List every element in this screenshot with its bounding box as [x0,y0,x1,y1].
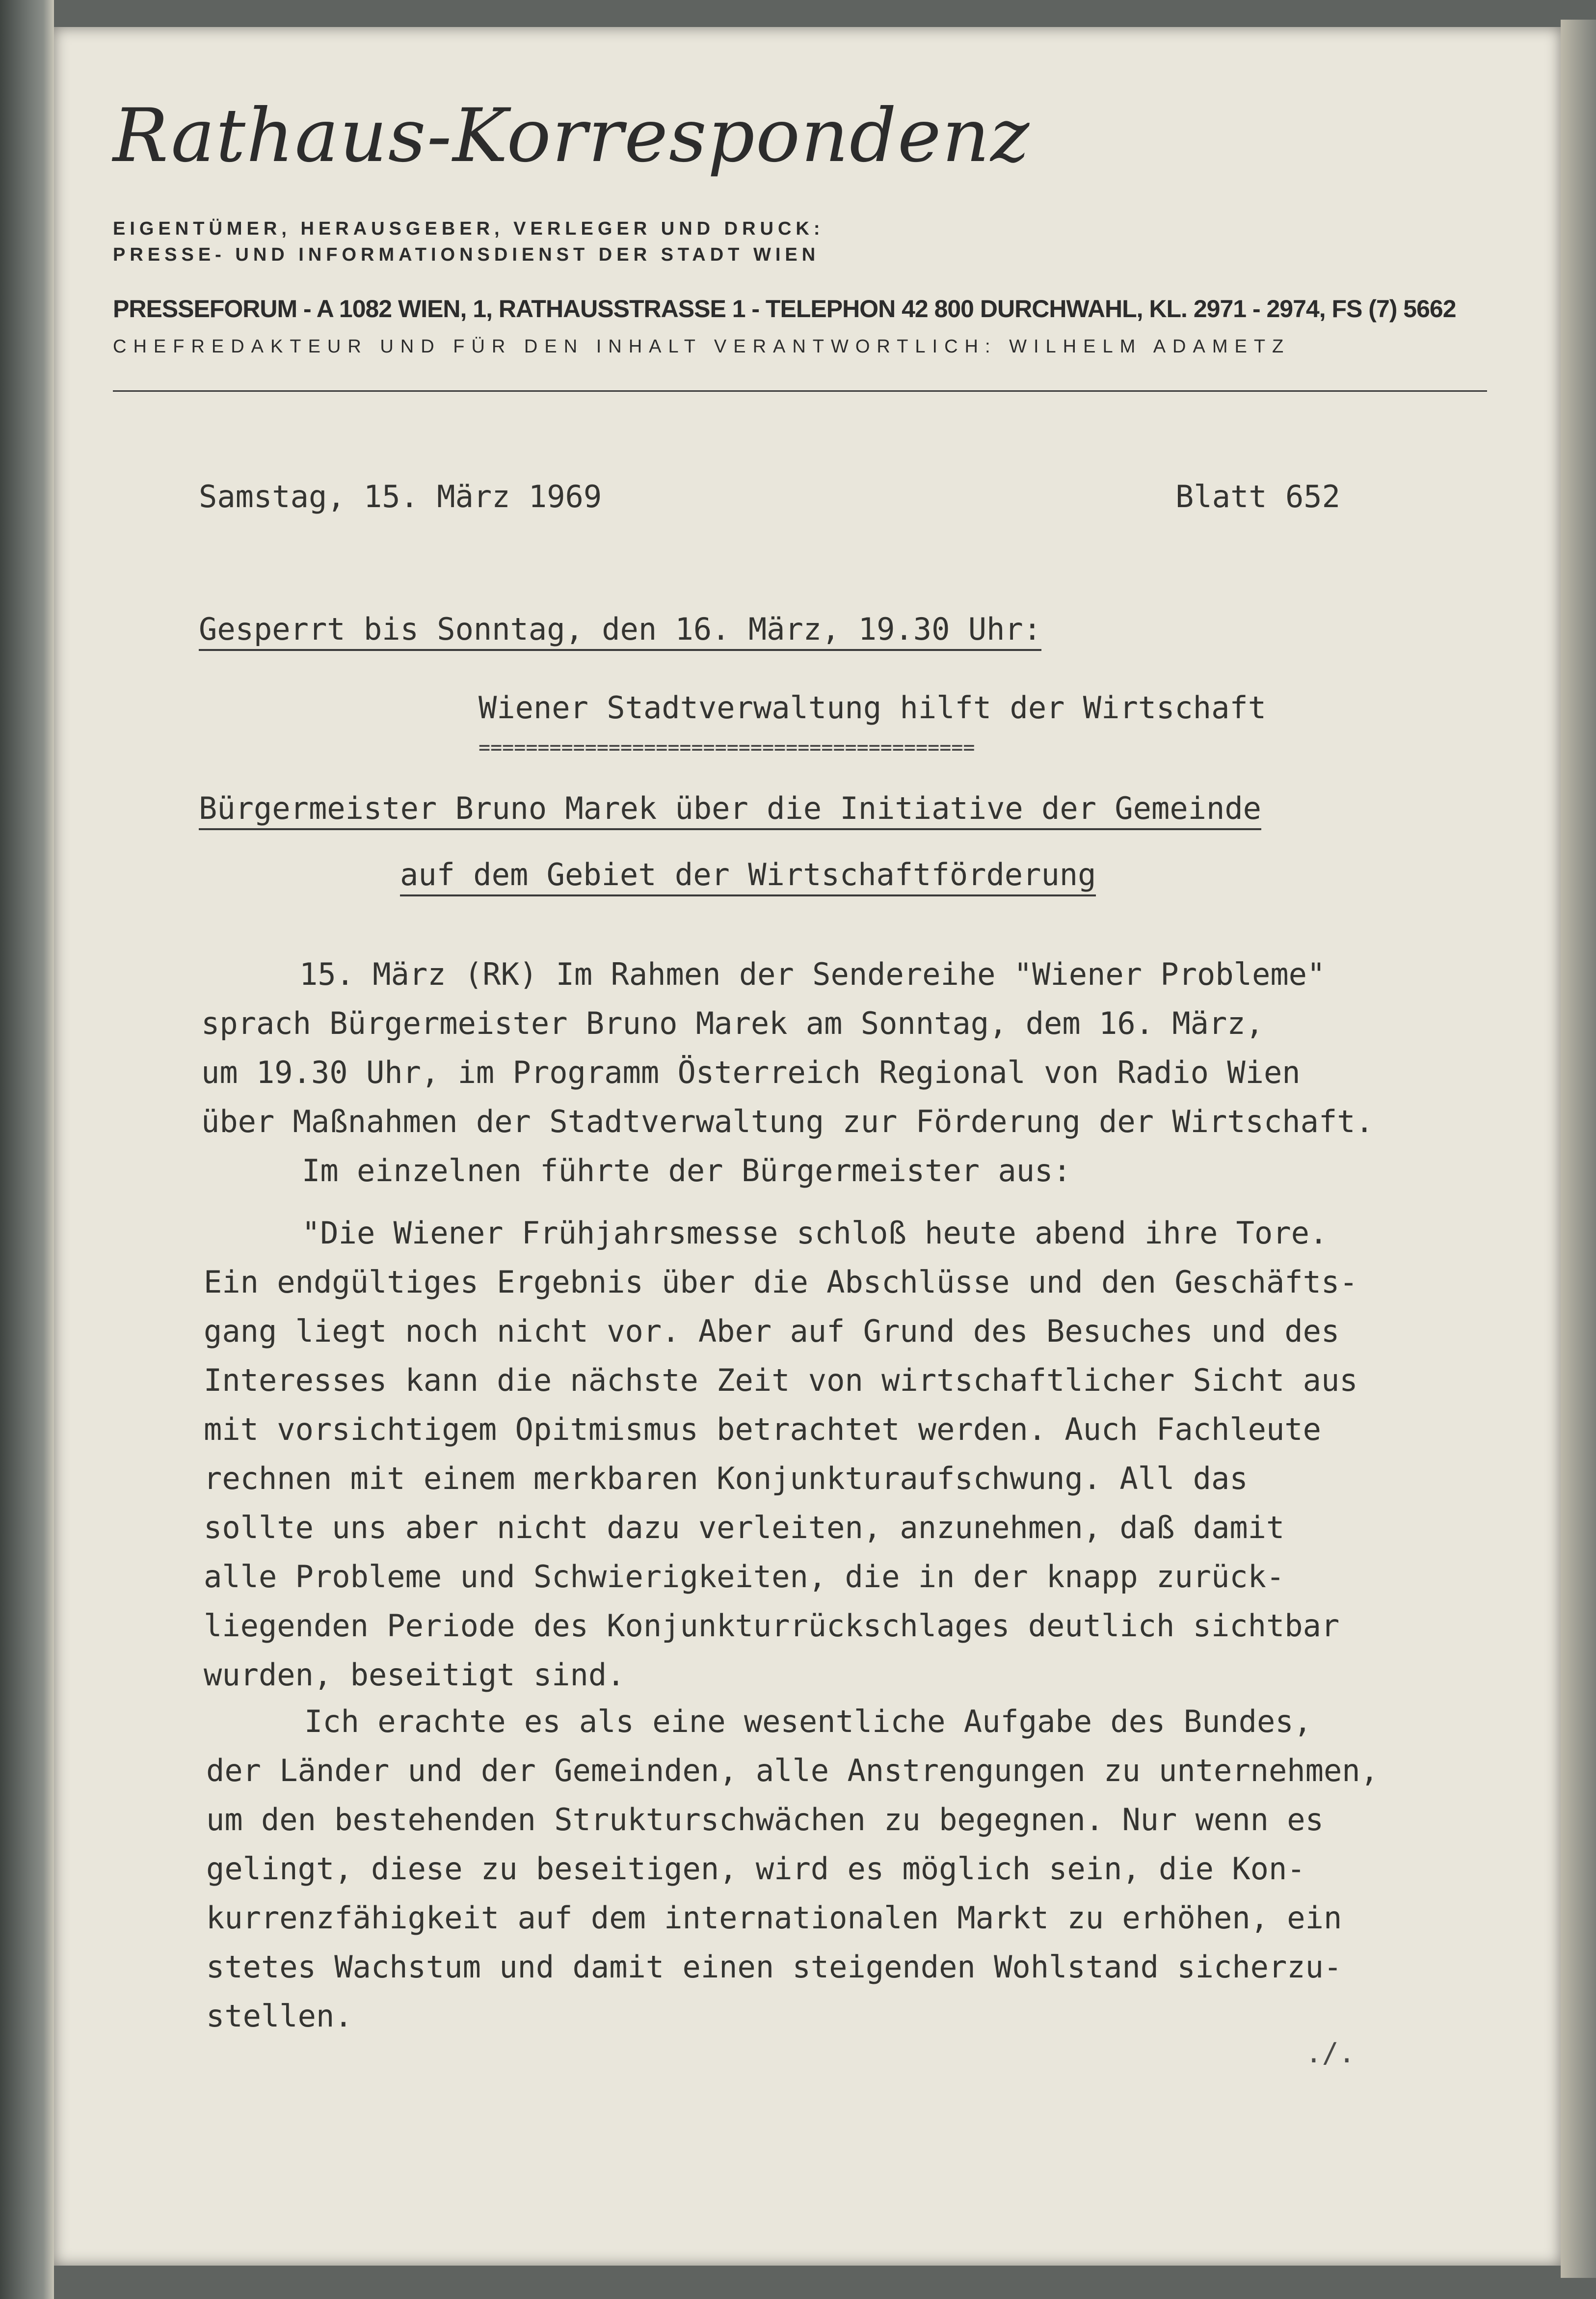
body-line: Ich erachte es als eine wesentliche Aufgabe des Bundes, [304,1704,1312,1739]
body-line: mit vorsichtigem Opitmismus betrachtet werden. Auch Fachleute [204,1411,1321,1447]
body-line: über Maßnahmen der Stadtverwaltung zur Förderung der Wirtschaft. [201,1104,1374,1139]
body-line: um 19.30 Uhr, im Programm Österreich Regional von Radio Wien [201,1055,1301,1090]
sheet-number: Blatt 652 [1175,479,1340,514]
body-line: Im einzelnen führte der Bürgermeister aus: [302,1153,1071,1189]
subheadline-line-2: auf dem Gebiet der Wirtschaftförderung [400,857,1096,896]
body-line: wurden, beseitigt sind. [204,1657,625,1693]
document-date: Samstag, 15. März 1969 [199,479,602,514]
body-line: gelingt, diese zu beseitigen, wird es möglich sein, die Kon- [206,1851,1305,1887]
masthead-editor-line: CHEFREDAKTEUR UND FÜR DEN INHALT VERANTWORTLICH: WILHELM ADAMETZ [113,336,1291,357]
masthead-publisher-line: PRESSE- UND INFORMATIONSDIENST DER STADT WIEN [113,244,820,265]
body-line: sollte uns aber nicht dazu verleiten, anzunehmen, daß damit [204,1510,1285,1545]
body-line: stellen. [206,1998,353,2034]
book-binding [0,0,54,2299]
embargo-notice: Gesperrt bis Sonntag, den 16. März, 19.30 Uhr: [199,611,1041,651]
body-line: gang liegt noch nicht vor. Aber auf Grund des Besuches und des [204,1313,1340,1349]
body-line: sprach Bürgermeister Bruno Marek am Sonntag, dem 16. März, [201,1005,1264,1041]
body-line: der Länder und der Gemeinden, alle Anstrengungen zu unternehmen, [206,1753,1379,1788]
body-line: liegenden Periode des Konjunkturrückschlages deutlich sichtbar [204,1608,1340,1644]
masthead-divider [113,390,1487,392]
body-line: rechnen mit einem merkbaren Konjunkturaufschwung. All das [204,1461,1248,1496]
masthead-owner-line: EIGENTÜMER, HERAUSGEBER, VERLEGER UND DRUCK: [113,218,825,239]
subheadline-line-1: Bürgermeister Bruno Marek über die Initiative der Gemeinde [199,790,1261,830]
masthead-address-line: PRESSEFORUM - A 1082 WIEN, 1, RATHAUSSTRASSE 1 - TELEPHON 42 800 DURCHWAHL, KL. 2971 - 2974, FS (7) 5662 [113,295,1456,323]
body-line: stetes Wachstum und damit einen steigenden Wohlstand sicherzu- [206,1949,1342,1985]
page-edge [1561,20,1596,2278]
body-line: Ein endgültiges Ergebnis über die Abschlüsse und den Geschäfts- [204,1264,1358,1300]
body-line: alle Probleme und Schwierigkeiten, die in der knapp zurück- [204,1559,1285,1595]
body-line: "Die Wiener Frühjahrsmesse schloß heute abend ihre Tore. [302,1215,1328,1251]
headline: Wiener Stadtverwaltung hilft der Wirtschaft [479,690,1267,726]
masthead-title: Rathaus-Korrespondenz [113,93,1031,179]
body-line: kurrenzfähigkeit auf dem internationalen Markt zu erhöhen, ein [206,1900,1342,1936]
body-line: 15. März (RK) Im Rahmen der Sendereihe "Wiener Probleme" [299,956,1326,992]
body-line: Interesses kann die nächste Zeit von wirtschaftlicher Sicht aus [204,1362,1358,1398]
body-line: um den bestehenden Strukturschwächen zu begegnen. Nur wenn es [206,1802,1324,1838]
headline-double-rule: ========================================== [479,736,975,759]
continuation-mark: ./. [1305,2037,1356,2069]
